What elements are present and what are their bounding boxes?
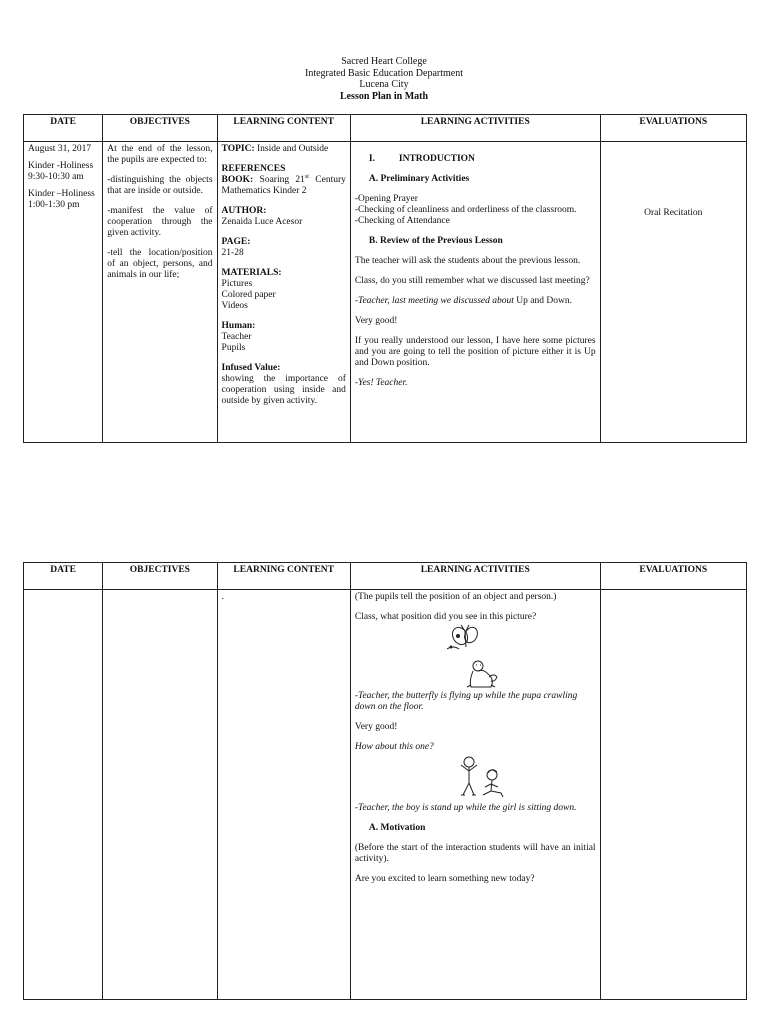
human-label: Human: xyxy=(221,321,256,331)
review-question: Class, do you still remember what we discussed last meeting? xyxy=(354,276,590,286)
activity-note: (The pupils tell the position of an object and person.) xyxy=(354,592,557,602)
pupa-icon xyxy=(467,661,497,687)
section-number: I. xyxy=(368,154,375,164)
follow-up-question: How about this one? xyxy=(354,742,434,752)
instruction-text: If you really understood our lesson, I have here some pictures and you are going to tell the position of picture either it is Up and Down position. xyxy=(354,336,596,368)
city-name: Lucena City xyxy=(359,79,409,90)
human-item: Teacher xyxy=(221,332,252,342)
table-row xyxy=(24,590,747,1000)
header-date: DATE xyxy=(24,115,103,142)
header-evaluations: EVALUATIONS xyxy=(600,563,746,590)
objective-3: -tell the location/position of an object, persons, and animals in our life; xyxy=(107,248,213,280)
department-name: Integrated Basic Education Department xyxy=(305,67,463,79)
prelim-item: -Checking of Attendance xyxy=(354,216,450,226)
praise-text: Very good! xyxy=(354,722,398,732)
activity-question: Class, what position did you see in this picture? xyxy=(354,612,537,622)
book-label: BOOK: xyxy=(221,175,254,185)
objective-2: -manifest the value of cooperation through the given activity. xyxy=(107,206,213,238)
motivation-question: Are you excited to learn something new today? xyxy=(354,874,535,884)
objectives-intro: At the end of the lesson, the pupils are expected to: xyxy=(107,144,213,165)
infused-value-text: showing the importance of cooperation using inside and outside by given activity. xyxy=(221,374,346,406)
objective-1: -distinguishing the objects that are inside or outside. xyxy=(107,175,213,196)
learning-content-cell xyxy=(217,142,350,443)
subheading-preliminary: A. Preliminary Activities xyxy=(368,174,470,184)
author-value: Zenaida Luce Acesor xyxy=(221,217,303,227)
content-dot: . xyxy=(221,592,224,602)
page-value: 21-28 xyxy=(221,248,244,258)
date-cell xyxy=(24,142,103,443)
prelim-item: -Checking of cleanliness and orderliness of the classroom. xyxy=(354,205,577,215)
prelim-item: -Opening Prayer xyxy=(354,194,418,204)
header-evaluations: EVALUATIONS xyxy=(600,115,746,142)
material-item: Pictures xyxy=(221,279,253,289)
pupil-answer-boy-girl: -Teacher, the boy is stand up while the girl is sitting down. xyxy=(354,803,577,813)
sitting-girl-icon xyxy=(483,770,503,797)
topic-label: TOPIC: xyxy=(221,144,255,154)
session-2-time: 1:00-1:30 pm xyxy=(28,200,80,210)
book-title-post: Century Mathematics Kinder 2 xyxy=(221,175,346,196)
school-name: Sacred Heart College xyxy=(341,56,427,67)
header-learning-activities: LEARNING ACTIVITIES xyxy=(350,563,600,590)
table-header-row xyxy=(24,563,747,590)
evaluations-cell xyxy=(600,142,746,443)
evaluations-cell xyxy=(600,590,746,1000)
pupil-response: -Yes! Teacher. xyxy=(354,378,408,388)
motivation-note: (Before the start of the interaction students will have an initial activity). xyxy=(354,843,596,864)
learning-activities-cell xyxy=(350,142,600,443)
subheading-review: B. Review of the Previous Lesson xyxy=(368,236,503,246)
review-answer xyxy=(355,296,596,307)
learning-activities-cell xyxy=(350,590,600,1000)
material-item: Colored paper xyxy=(221,290,276,300)
butterfly-pupa-illustration xyxy=(355,623,595,691)
material-item: Videos xyxy=(221,301,248,311)
topic-line xyxy=(222,144,346,155)
lesson-date: August 31, 2017 xyxy=(28,144,92,154)
evaluation-method: Oral Recitation xyxy=(644,208,703,218)
book-title-sup: st xyxy=(304,173,309,180)
praise-text: Very good! xyxy=(354,316,398,326)
header-date: DATE xyxy=(24,563,103,590)
learning-content-cell xyxy=(217,590,350,1000)
header-learning-content: LEARNING CONTENT xyxy=(217,115,350,142)
book-title-pre: Soaring 21 xyxy=(253,175,305,185)
book-line xyxy=(222,175,346,197)
boy-girl-illustration xyxy=(355,753,595,803)
date-cell xyxy=(24,590,103,1000)
session-1-time: 9:30-10:30 am xyxy=(28,172,84,182)
human-item: Pupils xyxy=(221,343,246,353)
session-2-class: Kinder –Holiness xyxy=(28,189,95,199)
standing-boy-icon xyxy=(461,757,477,795)
subheading-motivation: A. Motivation xyxy=(368,823,426,833)
header-learning-activities: LEARNING ACTIVITIES xyxy=(350,115,600,142)
materials-label: MATERIALS: xyxy=(221,268,282,278)
author-label: AUTHOR: xyxy=(221,206,267,216)
header-objectives: OBJECTIVES xyxy=(103,115,217,142)
review-answer-italic: -Teacher, last meeting we discussed about xyxy=(354,296,514,306)
session-1-class: Kinder -Holiness xyxy=(28,161,94,171)
topic-value: Inside and Outside xyxy=(254,144,329,154)
objectives-cell xyxy=(103,590,217,1000)
butterfly-icon xyxy=(447,625,480,649)
infused-value-label: Infused Value: xyxy=(221,363,281,373)
lesson-plan-table-1 xyxy=(23,114,747,443)
table-header-row xyxy=(24,115,747,142)
header-objectives: OBJECTIVES xyxy=(103,563,217,590)
review-text: The teacher will ask the students about the previous lesson. xyxy=(354,256,581,266)
page-label: PAGE: xyxy=(221,237,251,247)
references-label: REFERENCES xyxy=(221,164,286,174)
section-heading xyxy=(355,154,596,165)
pupil-answer-butterfly: -Teacher, the butterfly is flying up while the pupa crawling down on the floor. xyxy=(354,691,578,712)
review-answer-rest: Up and Down. xyxy=(513,296,572,306)
plan-title: Lesson Plan in Math xyxy=(339,90,429,102)
objectives-cell xyxy=(103,142,217,443)
lesson-plan-table-2 xyxy=(23,562,747,1000)
document-header xyxy=(0,56,768,102)
header-learning-content: LEARNING CONTENT xyxy=(217,563,350,590)
section-title: INTRODUCTION xyxy=(398,154,475,164)
table-row xyxy=(24,142,747,443)
